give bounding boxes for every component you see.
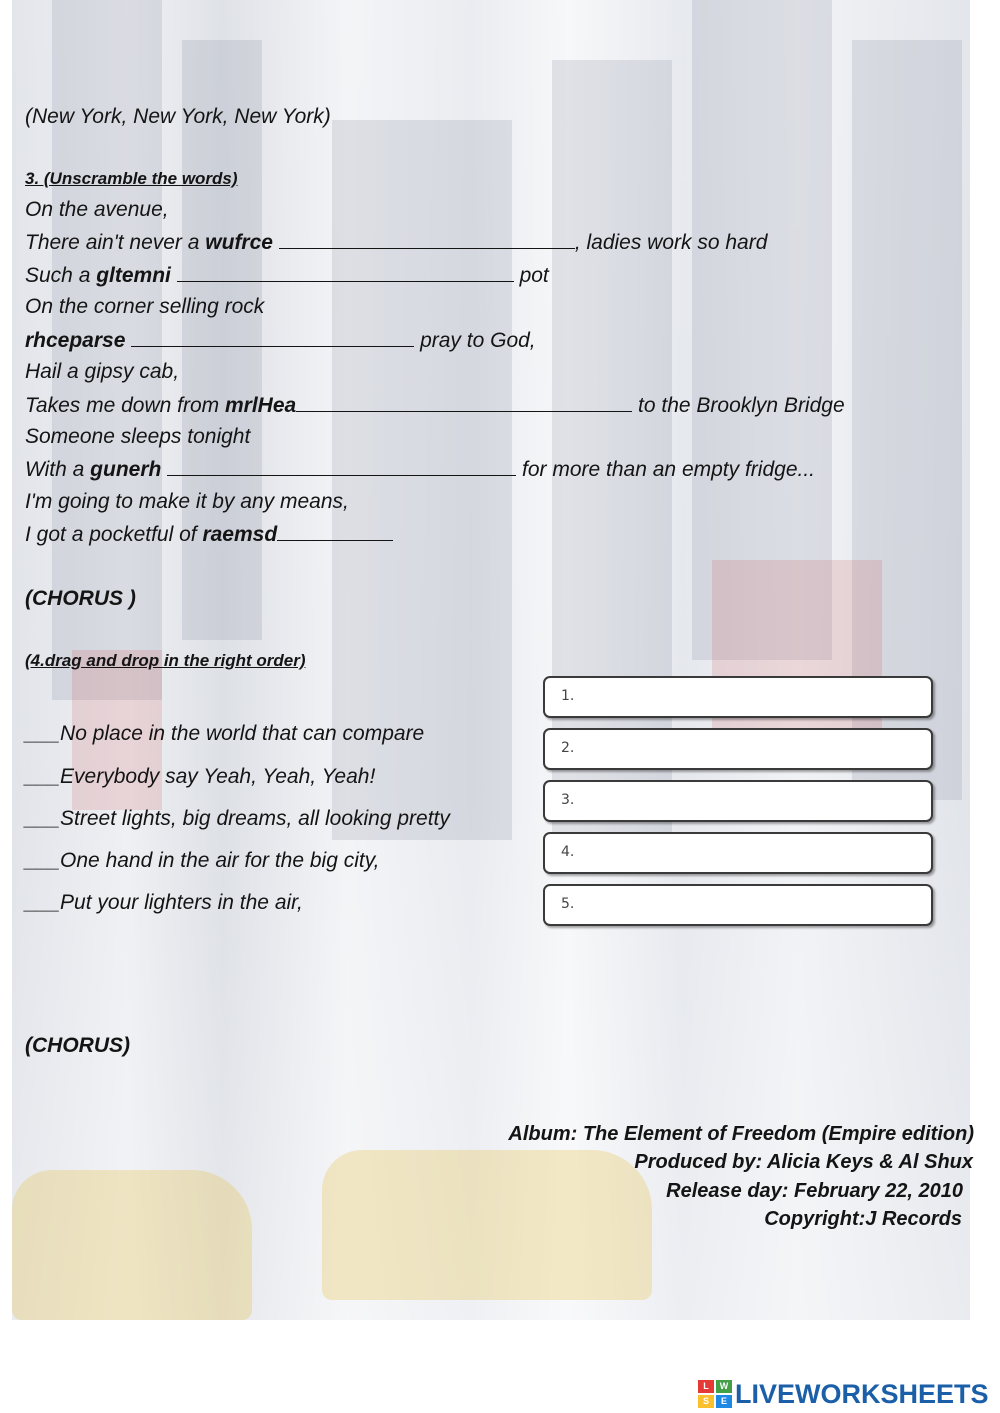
scrambled-word: wufrce [205,231,273,254]
lyric-line: rhceparse pray to God, [25,329,536,352]
credit-producer: Produced by: Alicia Keys & Al Shux [634,1151,973,1173]
drag-item[interactable]: ___No place in the world that can compare [25,722,425,745]
drop-slot-1[interactable] [543,676,933,718]
lyric-line: I got a pocketful of raemsd [25,521,393,548]
scrambled-word: mrlHea [224,394,297,417]
drop-slot-2[interactable] [543,728,933,770]
lyric-line: Hail a gipsy cab, [25,360,180,383]
answer-blank[interactable] [277,521,393,541]
lyric-line: With a gunerh for more than an empty fridge... [25,458,815,481]
lyric-line: Such a gltemni pot [25,264,549,287]
drag-item[interactable]: ___One hand in the air for the big city, [25,849,380,872]
scrambled-word: rhceparse [25,329,126,352]
scrambled-word: raemsd [202,523,278,546]
drag-item[interactable]: ___Put your lighters in the air, [25,891,303,914]
drag-item[interactable]: ___Everybody say Yeah, Yeah, Yeah! [25,765,376,788]
drag-item[interactable]: ___Street lights, big dreams, all looking pretty [25,807,450,830]
slot-number: 1. [561,688,575,704]
lyric-line: Someone sleeps tonight [25,425,251,448]
scrambled-word: gunerh [90,458,162,481]
drop-slot-5[interactable] [543,884,933,926]
slot-number: 4. [561,844,575,860]
lyric-line: On the corner selling rock [25,295,265,318]
credit-release: Release day: February 22, 2010 [666,1180,963,1202]
drop-slot-3[interactable] [543,780,933,822]
chorus-label: (CHORUS ) [25,587,136,610]
section4-heading: (4.drag and drop in the right order) [25,651,306,670]
logo-text: LIVEWORKSHEETS [735,1378,989,1409]
credit-copyright: Copyright:J Records [764,1208,962,1230]
lyric-line: Takes me down from mrlHea to the Brooklyn Bridge [25,394,845,417]
lyric-line: There ain't never a wufrce , ladies work so hard [25,231,768,254]
lyric-line: I'm going to make it by any means, [25,490,349,513]
section3-heading: 3. (Unscramble the words) [25,169,238,188]
liveworksheets-icon: L W S E [698,1380,732,1408]
answer-blank[interactable] [177,262,514,282]
drop-slot-4[interactable] [543,832,933,874]
slot-number: 2. [561,740,575,756]
slot-number: 3. [561,792,575,808]
slot-number: 5. [561,896,575,912]
answer-blank[interactable] [131,327,414,347]
intro-line: (New York, New York, New York) [25,105,331,128]
credit-album: Album: The Element of Freedom (Empire edition) [508,1123,974,1145]
lyric-line: On the avenue, [25,198,169,221]
liveworksheets-logo[interactable] [698,1378,989,1410]
answer-blank[interactable] [167,456,516,476]
answer-blank[interactable] [296,392,632,412]
answer-blank[interactable] [279,229,575,249]
chorus-label: (CHORUS) [25,1034,130,1057]
scrambled-word: gltemni [96,264,171,287]
